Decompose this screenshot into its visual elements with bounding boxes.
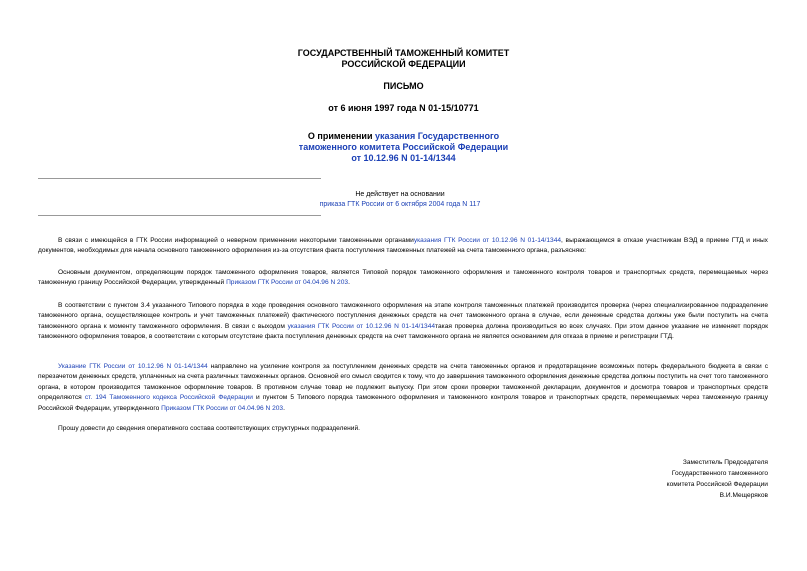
divider-bottom <box>38 215 321 216</box>
title-link-part3[interactable]: от 10.12.96 N 01-14/1344 <box>351 153 456 163</box>
title-link-part2[interactable]: таможенного комитета Российской Федерации <box>298 142 509 152</box>
title-prefix: О применении <box>307 131 375 141</box>
p3-text-b: такая проверка должна производиться во всех случаях. При этом данное указание не изменяет порядок таможенного оформления товаров, в соответствии с которым отсутствие факта поступления денежных средств на счет таможенного органа не является основанием для отказа в приеме и регистрации ГТД. <box>38 322 769 341</box>
p1-text-b: , выражающемся в отказе участникам ВЭД в приеме ГТД и иных документов, необходимых для начала основного таможенного оформления из-за отсутствия факта поступления таможенных платежей на счета таможенного органа, разъясняю: <box>38 237 768 255</box>
p4-link-1[interactable]: Указание ГТК России от 10.12.96 N 01-14/1344 <box>58 363 208 370</box>
signature-line3: комитета Российской Федерации <box>666 481 768 488</box>
document-type: ПИСЬМО <box>383 81 424 91</box>
paragraph-1 <box>38 236 768 257</box>
status-link[interactable]: приказа ГТК России от 6 октября 2004 года N 117 <box>319 201 481 208</box>
paragraph-5: Прошу довести до сведения оперативного состава соответствующих структурных подразделений. <box>58 425 360 432</box>
signature-line2: Государственного таможенного <box>671 470 768 477</box>
signature-name: В.И.Мещеряков <box>719 492 768 499</box>
p4-text-a: направлено на усиление контроля за поступлением денежных средств на счета таможенных органов и предотвращение возможных потерь федерального бюджета в связи с перезачетом денежных средств, уплаченных на счета различных таможенных органов. Основной его смысл сводится к тому, что до завершения таможенного оформления денежные средства должны поступить на счет того таможенного органа, в котором производится таможенное оформление товаров. В противном случае товар не подлежит выпуску. При этом сроки проверки таможенной декларации, документов и досмотра товаров и транспортных средств определяются <box>38 363 769 402</box>
p3-text-a: В соответствии с пунктом 3.4 указанного Типового порядка в ходе проведения основного таможенного оформления на этапе контроля таможенных платежей производится проверка (через специализированное подразделение таможенного органа, осуществляющее контроль и учет таможенных платежей) фактического поступления денежных средств на счет таможенного органа в случае, если денежные средства должны уже были поступить на счета таможенного органа к моменту таможенного оформления. В связи с выходом <box>38 302 768 330</box>
p2-text-a: Основным документом, определяющим порядок таможенного оформления товаров, является Типовой порядок таможенного оформления и таможенного контроля товаров и транспортных средств, перемещаемых через таможенную границу Российской Федерации, утвержденный <box>38 269 768 287</box>
p2-text-b: . <box>348 279 350 287</box>
p1-link[interactable]: указания ГТК России от 10.12.96 N 01-14/1344 <box>413 237 562 244</box>
p2-link[interactable]: Приказом ГТК России от 04.04.96 N 203 <box>226 279 349 287</box>
paragraph-2 <box>38 268 768 289</box>
document-date: от 6 июня 1997 года N 01-15/10771 <box>328 103 479 113</box>
paragraph-3 <box>38 301 768 343</box>
p4-text-c: . <box>283 404 285 412</box>
p3-link[interactable]: указания ГТК России от 10.12.96 N 01-14/1344 <box>287 322 436 330</box>
status-note: Не действует на основании <box>355 191 445 198</box>
p4-link-3[interactable]: Приказом ГТК России от 04.04.96 N 203 <box>161 404 284 412</box>
org-name-line1: ГОСУДАРСТВЕННЫЙ ТАМОЖЕННЫЙ КОМИТЕТ <box>297 48 510 58</box>
p4-text-b: и пунктом 5 Типового порядка таможенного оформления и таможенного контроля товаров и транспортных средств, перемещаемых через таможенную границу Российской Федерации, утвержденного <box>38 394 768 412</box>
p1-text-a: В связи с имеющейся в ГТК России информацией о неверном применении некоторыми таможенными органами <box>58 237 414 244</box>
signature-line1: Заместитель Председателя <box>682 459 768 466</box>
divider-top <box>38 178 321 179</box>
p4-link-2[interactable]: ст. 194 Таможенного кодекса Российской Федерации <box>84 394 253 402</box>
title-link-part1[interactable]: указания Государственного <box>375 131 500 141</box>
document-title-line1 <box>0 131 807 142</box>
org-name-line2: РОССИЙСКОЙ ФЕДЕРАЦИИ <box>341 59 466 69</box>
paragraph-4 <box>38 362 768 414</box>
